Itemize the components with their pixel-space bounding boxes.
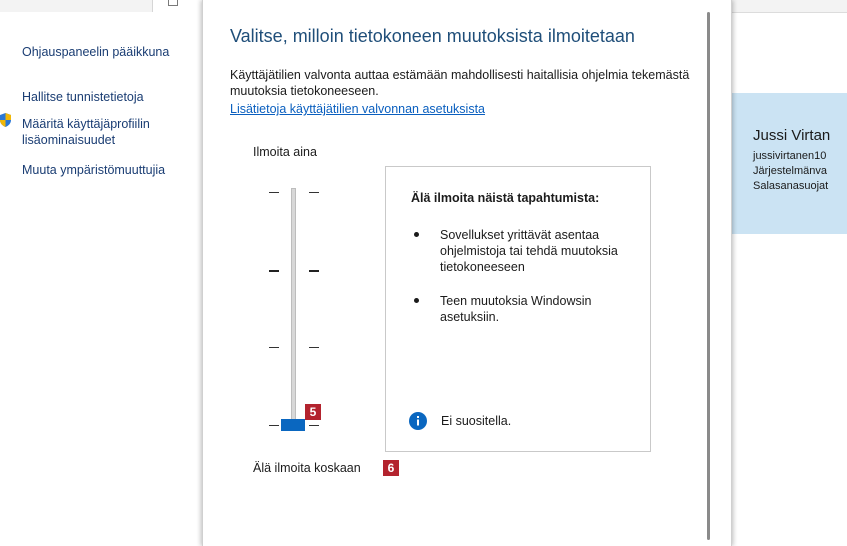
slider-tick-left — [269, 270, 279, 272]
notification-level-slider-thumb[interactable] — [281, 419, 305, 431]
panel-bullet-item: Teen muutoksia Windowsin asetuksiin. — [440, 294, 592, 324]
panel-bullet-item: Sovellukset yrittävät asentaa ohjelmistoja tai tehdä muutoksia tietokoneeseen — [440, 228, 618, 274]
user-password-status: Salasanasuojat — [753, 180, 829, 192]
sidebar-item-manage-credentials[interactable]: Hallitse tunnistetietoja — [22, 90, 144, 104]
info-icon — [409, 412, 427, 430]
slider-tick-left — [269, 192, 279, 193]
annotation-badge-6: 6 — [383, 460, 399, 476]
sidebar-item-environment-variables[interactable]: Muuta ympäristömuuttujia — [22, 163, 166, 177]
uac-shield-icon — [0, 113, 11, 127]
slider-label-never-notify — [253, 461, 361, 475]
annotation-badge-5: 5 — [305, 404, 321, 420]
slider-tick-left — [269, 347, 279, 348]
user-name: Jussi Virtan — [753, 127, 831, 144]
dialog-title: Valitse, milloin tietokoneen muutoksista ilmoitetaan — [230, 26, 635, 46]
user-account-card — [731, 93, 847, 234]
slider-label-always-notify: Ilmoita aina — [253, 145, 317, 159]
tab-icon — [168, 0, 178, 6]
uac-more-info-link[interactable]: Lisätietoja käyttäjätilien valvonnan asetuksista — [230, 102, 486, 116]
sidebar-item-control-panel-home[interactable]: Ohjauspaneelin pääikkuna — [22, 45, 170, 59]
notification-level-slider-track[interactable] — [291, 188, 296, 431]
slider-tick-right — [309, 192, 319, 193]
panel-heading: Älä ilmoita näistä tapahtumista: — [411, 191, 600, 205]
bullet-icon — [414, 232, 419, 237]
user-role: Järjestelmänva — [753, 165, 827, 177]
dialog-description: Käyttäjätilien valvonta auttaa estämään mahdollisesti haitallisia ohjelmia tekemästä muutoksia tietokoneeseen. — [230, 68, 690, 98]
user-email: jussivirtanen10 — [753, 150, 827, 162]
background-right-strip — [731, 0, 847, 13]
slider-tick-right — [309, 347, 319, 348]
not-recommended-text: Ei suositella. — [441, 414, 512, 428]
slider-label-never-notify-text: Älä ilmoita koskaan — [253, 461, 361, 475]
dialog-scrollbar[interactable] — [707, 12, 710, 540]
bullet-icon — [414, 298, 419, 303]
slider-tick-left — [269, 425, 279, 426]
sidebar-item-profile-properties[interactable]: Määritä käyttäjäprofiilin lisäominaisuudet — [22, 117, 150, 147]
slider-tick-right — [309, 270, 319, 272]
slider-tick-right — [309, 425, 319, 426]
